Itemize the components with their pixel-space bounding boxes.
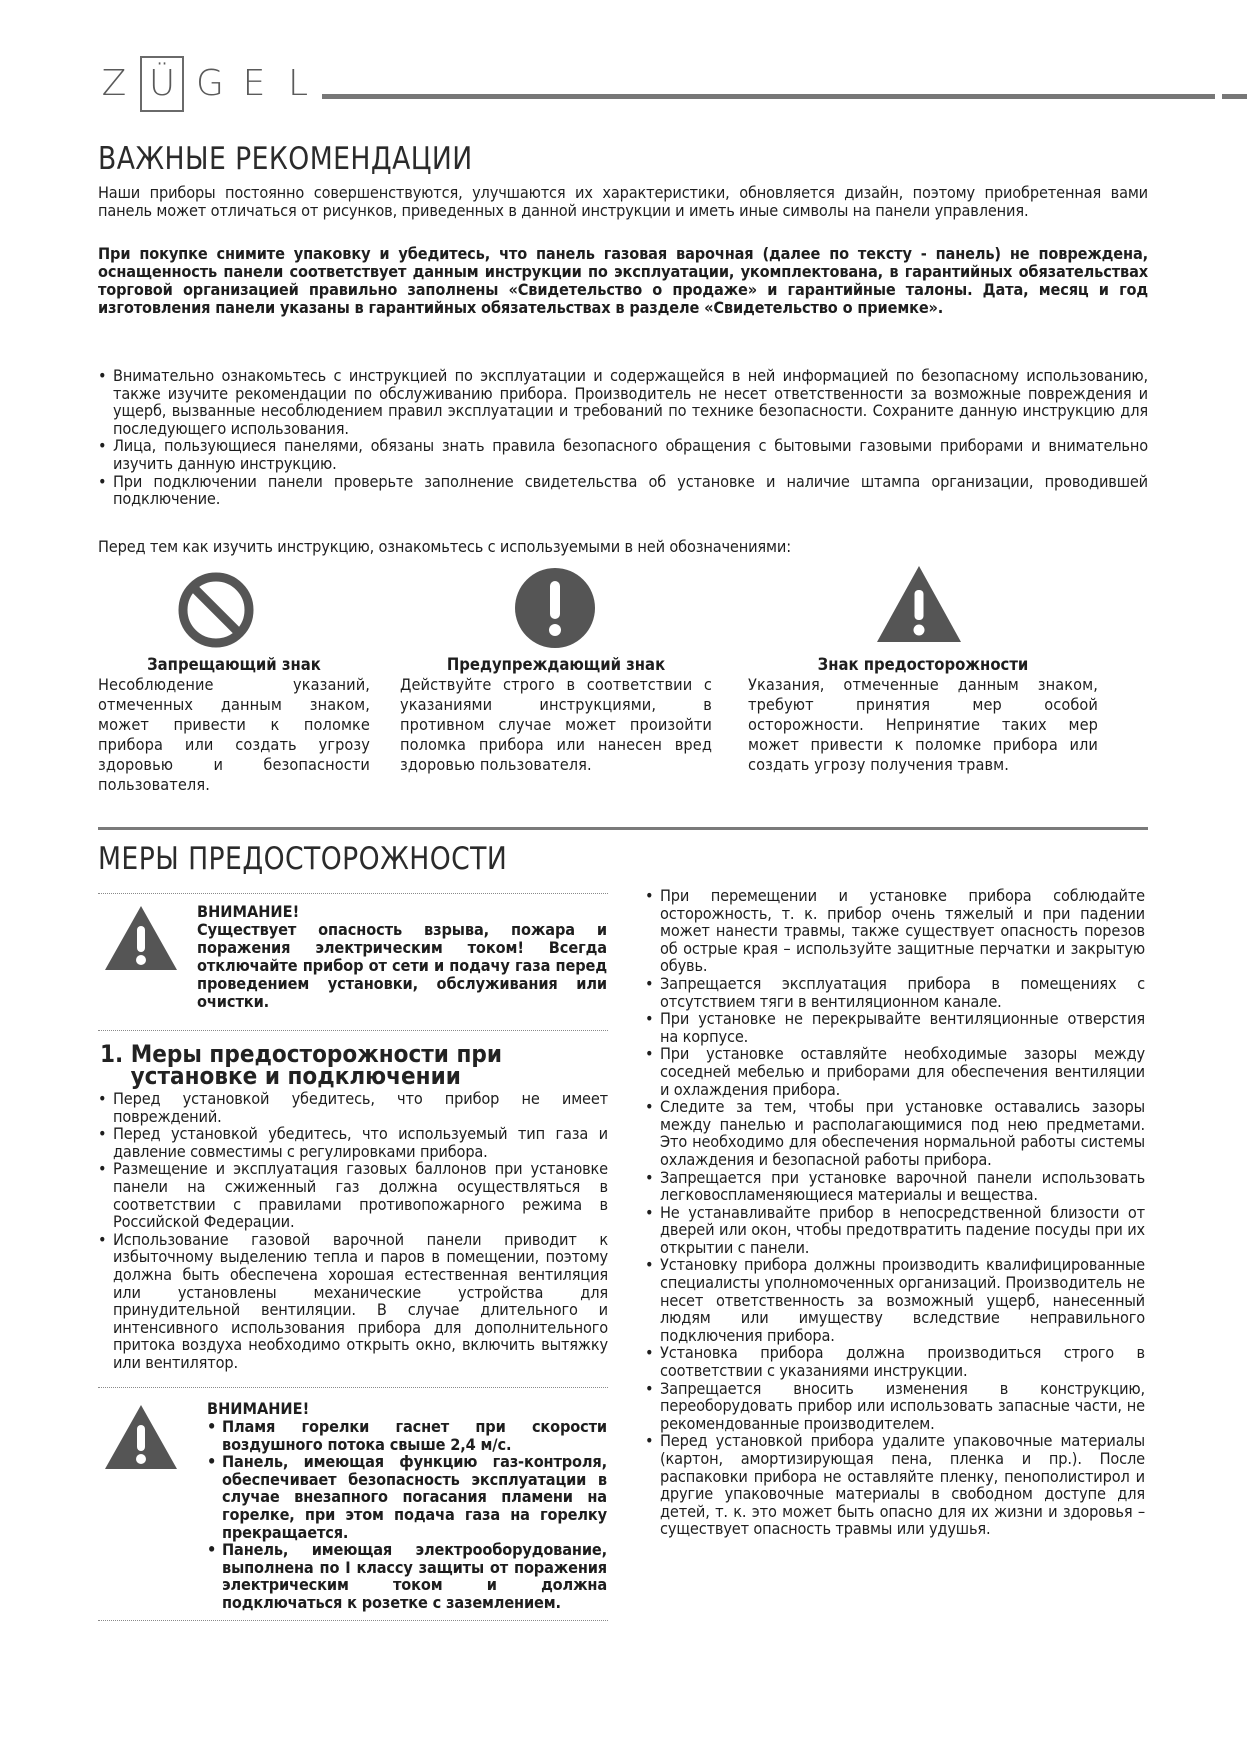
dotted-rule <box>98 1620 608 1621</box>
list-item: • Следите за тем, чтобы при установке оставались зазоры между панелью и располагающимися под нею предметами. Это необходимо для обеспечения нормальной работы системы охлаждения и безопасной работы прибора. <box>645 1098 1145 1168</box>
header-rule-tail <box>1222 94 1247 99</box>
section-divider <box>98 827 1148 830</box>
list-item: • Внимательно ознакомьтесь с инструкцией по эксплуатации и содержащейся в ней информацией по безопасному использованию, также изучите рекомендации по обслуживанию прибора. Производитель не несет ответственности за возможные повреждения и ущерб, вызванные несоблюдением правил эксплуатации и требований по технике безопасности. Сохраните данную инструкцию для последующего использования. <box>98 367 1148 437</box>
dotted-rule <box>98 1030 608 1031</box>
warning-triangle-icon <box>875 564 963 644</box>
general-bullets <box>98 367 1148 508</box>
sign-card-prohibition <box>98 655 370 795</box>
warning-title: ВНИМАНИЕ! <box>207 1399 310 1418</box>
list-item: • При подключении панели проверьте заполнение свидетельства об установке и наличие штампа организации, проводившей подключение. <box>98 473 1148 508</box>
exclamation-circle-icon <box>513 566 597 650</box>
list-item: • Запрещается при установке варочной панели использовать легковоспламеняющиеся материалы и вещества. <box>645 1169 1145 1204</box>
subsection-heading <box>100 1040 610 1090</box>
logo-letter: Z <box>101 63 127 104</box>
symbols-intro: Перед тем как изучить инструкцию, ознакомьтесь с используемыми в ней обозначениями: <box>98 537 791 556</box>
purchase-notice: При покупке снимите упаковку и убедитесь, что панель газовая варочная (далее по тексту - панель) не повреждена, оснащенность панели соответствует данным инструкции по эксплуатации, укомплектована, в гарантийных обязательствах торговой организацией правильно заполнены «Свидетельство о продаже» и гарантийные талоны. Дата, месяц и год изготовления панели указаны в гарантийных обязательствах в разделе «Свидетельство о приемке». <box>98 244 1148 317</box>
logo-letter: L <box>287 63 309 104</box>
warning-box-2 <box>207 1400 607 1612</box>
section-title-important: ВАЖНЫЕ РЕКОМЕНДАЦИИ <box>98 141 473 177</box>
header-rule <box>322 94 1215 99</box>
warning-bullets <box>207 1418 607 1612</box>
list-item: • Запрещается эксплуатация прибора в помещениях с отсутствием тяги в вентиляционном канале. <box>645 975 1145 1010</box>
list-item: • При установке оставляйте необходимые зазоры между соседней мебелью и приборами для обеспечения вентиляции и охлаждения прибора. <box>645 1045 1145 1098</box>
list-item: • При установке не перекрывайте вентиляционные отверстия на корпусе. <box>645 1010 1145 1045</box>
brand-logo <box>92 62 320 106</box>
right-column-bullets <box>645 887 1145 1538</box>
list-item: • Пламя горелки гаснет при скорости воздушного потока свыше 2,4 м/с. <box>207 1418 607 1453</box>
warning-triangle-icon <box>103 904 179 972</box>
list-item: • Перед установкой прибора удалите упаковочные материалы (картон, амортизирующая пена, пленка и пр.). После распаковки прибора не оставляйте пленку, пенополистирол и другие упаковочные материалы в свободном доступе для детей, т. к. это может быть опасно для их жизни и здоровья – существует опасность травмы или удушья. <box>645 1432 1145 1538</box>
warning-title: ВНИМАНИЕ! <box>197 902 300 921</box>
list-item: • Запрещается вносить изменения в конструкцию, переоборудовать прибор или использовать запасные части, не рекомендованные производителем. <box>645 1380 1145 1433</box>
logo-letter: E <box>242 63 266 104</box>
subsection-title-line1: Меры предосторожности при <box>130 1040 502 1068</box>
list-item: • Перед установкой убедитесь, что используемый тип газа и давление совместимы с регулировками прибора. <box>98 1125 608 1160</box>
warning-triangle-icon <box>103 1403 179 1471</box>
list-item: • Панель, имеющая функцию газ-контроля, обеспечивает безопасность эксплуатации в случае внезапного погасания пламени на горелке, при этом подача газа на горелку прекращается. <box>207 1453 607 1541</box>
install-bullets <box>98 1090 608 1372</box>
warning-text: Существует опасность взрыва, пожара и поражения электрическим током! Всегда отключайте прибор от сети и подачу газа перед проведением установки, обслуживания или очистки. <box>197 920 607 1011</box>
prohibition-icon <box>175 569 257 651</box>
sign-title: Предупреждающий знак <box>446 655 666 674</box>
list-item: • Лица, пользующиеся панелями, обязаны знать правила безопасного обращения с бытовыми газовыми приборами и внимательно изучить данную инструкцию. <box>98 437 1148 472</box>
list-item: • Размещение и эксплуатация газовых баллонов при установке панели на сжиженный газ должна осуществляться в соответствии с правилами противопожарного режима в Российской Федерации. <box>98 1160 608 1230</box>
list-item: • Не устанавливайте прибор в непосредственной близости от дверей или окон, чтобы предотвратить падение посуды при их открытии с панели. <box>645 1204 1145 1257</box>
subsection-title-cont: установке и подключении <box>130 1062 461 1090</box>
dotted-rule <box>98 893 608 894</box>
subsection-number: 1. <box>100 1040 124 1068</box>
list-item: • Перед установкой убедитесь, что прибор не имеет повреждений. <box>98 1090 608 1125</box>
logo-letter: Ü <box>148 63 176 104</box>
list-item: • Панель, имеющая электрооборудование, выполнена по I классу защиты от поражения электрическим током и должна подключаться к розетке с заземлением. <box>207 1541 607 1611</box>
sign-card-caution <box>748 655 1098 775</box>
intro-paragraph: Наши приборы постоянно совершенствуются, улучшаются их характеристики, обновляется дизайн, поэтому приобретенная вами панель может отличаться от рисунков, приведенных в данной инструкции и иметь иные символы на панели управления. <box>98 183 1148 220</box>
sign-title: Запрещающий знак <box>147 655 321 674</box>
section-title-precautions: МЕРЫ ПРЕДОСТОРОЖНОСТИ <box>98 841 508 877</box>
warning-box-1 <box>197 903 607 1011</box>
dotted-rule <box>98 1387 608 1388</box>
sign-text: Указания, отмеченные данным знаком, требуют принятия мер особой осторожности. Непринятие таких мер может привести к поломке прибора или создать угрозу получения травм. <box>748 675 1098 774</box>
sign-card-warning <box>400 655 712 775</box>
list-item: • Использование газовой варочной панели приводит к избыточному выделению тепла и паров в помещении, поэтому должна быть обеспечена хорошая естественная вентиляция или установлены механические устройства для принудительной вентиляции. В случае длительного и интенсивного использования прибора для дополнительного притока воздуха необходимо открыть окно, включить вытяжку или вентилятор. <box>98 1231 608 1372</box>
list-item: • При перемещении и установке прибора соблюдайте осторожность, т. к. прибор очень тяжелый и при падении может нанести травмы, также существует опасность порезов об острые края – используйте защитные перчатки и закрытую обувь. <box>645 887 1145 975</box>
logo-letter: G <box>196 63 224 104</box>
sign-text: Несоблюдение указаний, отмеченных данным знаком, может привести к поломке прибора или создать угрозу здоровью и безопасности пользователя. <box>98 675 370 794</box>
logo-letter-box <box>140 56 184 112</box>
sign-title: Знак предосторожности <box>817 655 1029 674</box>
list-item: • Установку прибора должны производить квалифицированные специалисты уполномоченных организаций. Производитель не несет ответственность за возможный ущерб, нанесенный людям или имуществу вследствие неправильного подключения прибора. <box>645 1256 1145 1344</box>
list-item: • Установка прибора должна производиться строго в соответствии с указаниями инструкции. <box>645 1344 1145 1379</box>
sign-text: Действуйте строго в соответствии с указаниями инструкциями, в противном случае может произойти поломка прибора или нанесен вред здоровью пользователя. <box>400 675 712 774</box>
